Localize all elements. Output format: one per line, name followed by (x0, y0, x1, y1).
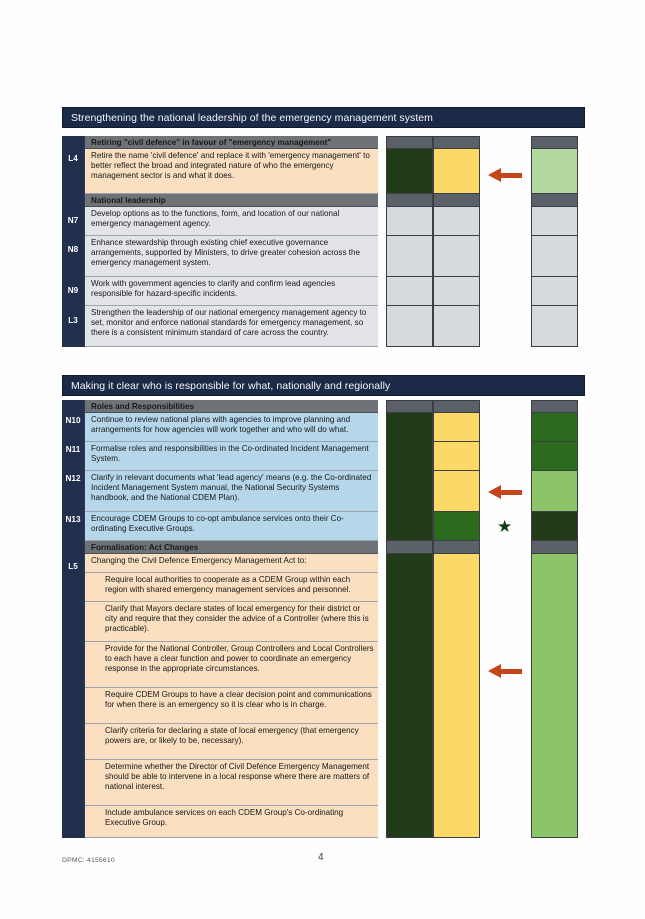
swatch-cell (387, 642, 432, 688)
swatch-cell (434, 149, 479, 194)
swatch-column-2 (433, 136, 480, 347)
left-arrow-marker (488, 168, 522, 182)
row-id-L3: L3 (68, 316, 78, 325)
swatch-cell (434, 207, 479, 236)
table-row: Include ambulance services on each CDEM Group's Co-ordinating Executive Group. (85, 806, 378, 838)
swatch-cell (532, 806, 577, 838)
swatch-cell (387, 207, 432, 236)
table-row: Clarify criteria for declaring a state of local emergency (that emergency powers are, or likely to be, necessary). (85, 724, 378, 760)
table-row: Retire the name 'civil defence' and replace it with 'emergency management' to better reflect the broad and integrated nature of who the emergency management sector is and what it does. (85, 149, 378, 194)
table-row: Retiring "civil defence" in favour of "emergency management" (85, 136, 378, 149)
section-banner-2 (62, 375, 585, 396)
table-1-swatch-group-right (531, 136, 578, 347)
row-id-L5: L5 (68, 562, 78, 571)
swatch-cell (387, 806, 432, 838)
swatch-column-3 (531, 400, 578, 838)
swatch-cell (387, 413, 432, 442)
table-row: Provide for the National Controller, Group Controllers and Local Controllers to each have a clear function and power to coordinate an emergency response in the appropriate circumstances. (85, 642, 378, 688)
table-2-text-column (84, 400, 378, 838)
swatch-cell (387, 194, 432, 207)
swatch-cell (434, 277, 479, 306)
arrow-shaft (500, 173, 522, 178)
row-id-N12: N12 (65, 474, 81, 483)
swatch-cell (387, 554, 432, 573)
swatch-cell (532, 442, 577, 471)
swatch-cell (532, 512, 577, 541)
swatch-cell (387, 400, 432, 413)
swatch-cell (387, 471, 432, 512)
table-1-id-column (62, 136, 84, 347)
section-banner-2-text: Making it clear who is responsible for what, nationally and regionally (71, 379, 391, 392)
row-id-N8: N8 (67, 245, 79, 254)
swatch-cell (434, 554, 479, 573)
swatch-cell (532, 602, 577, 642)
swatch-cell (532, 642, 577, 688)
swatch-cell (532, 136, 577, 149)
swatch-cell (387, 541, 432, 554)
swatch-cell (532, 760, 577, 806)
swatch-cell (532, 207, 577, 236)
table-row: Formalisation: Act Changes (85, 541, 378, 554)
swatch-cell (387, 512, 432, 541)
row-id-N9: N9 (67, 286, 79, 295)
swatch-cell (434, 541, 479, 554)
recommendations-table-1 (62, 136, 378, 347)
swatch-cell (532, 688, 577, 724)
footer-document-id: DPMC: 4155610 (62, 857, 115, 864)
swatch-cell (387, 442, 432, 471)
swatch-cell (532, 573, 577, 602)
table-row: Changing the Civil Defence Emergency Management Act to: (85, 554, 378, 573)
table-row: Continue to review national plans with agencies to improve planning and arrangements for how agencies will work together and who will do what. (85, 413, 378, 442)
swatch-column-1 (386, 400, 433, 838)
table-1-swatch-group-left (386, 136, 480, 347)
row-id-N11: N11 (65, 445, 81, 454)
swatch-cell (434, 806, 479, 838)
swatch-cell (434, 471, 479, 512)
swatch-cell (434, 724, 479, 760)
swatch-column-1 (386, 136, 433, 347)
row-id-N7: N7 (67, 216, 79, 225)
table-row: Work with government agencies to clarify and confirm lead agencies responsible for hazard-specific incidents. (85, 277, 378, 306)
left-arrow-marker (488, 664, 522, 678)
swatch-cell (532, 236, 577, 277)
swatch-cell (387, 760, 432, 806)
swatch-cell (532, 277, 577, 306)
swatch-column-3 (531, 136, 578, 347)
swatch-cell (532, 554, 577, 573)
swatch-cell (387, 602, 432, 642)
swatch-cell (434, 512, 479, 541)
swatch-cell (387, 306, 432, 347)
swatch-cell (434, 688, 479, 724)
swatch-cell (532, 306, 577, 347)
swatch-cell (434, 136, 479, 149)
table-row: Clarify in relevant documents what 'lead agency' means (e.g. the Co-ordinated Incident Management System manual, the National Security Systems handbook, and the National CDEM Plan). (85, 471, 378, 512)
swatch-cell (434, 306, 479, 347)
section-banner-1 (62, 107, 585, 128)
table-row: Clarify that Mayors declare states of local emergency for their district or city and require that they consider the advice of a Controller (where this is practicable). (85, 602, 378, 642)
swatch-cell (387, 236, 432, 277)
swatch-cell (434, 760, 479, 806)
left-arrow-marker (488, 485, 522, 499)
table-row: Enhance stewardship through existing chief executive governance arrangements, supported by Ministers, to drive greater cohesion across the emergency management system. (85, 236, 378, 277)
table-2-swatch-group-left (386, 400, 480, 838)
swatch-cell (532, 724, 577, 760)
swatch-cell (434, 413, 479, 442)
swatch-cell (387, 277, 432, 306)
swatch-cell (387, 724, 432, 760)
swatch-cell (387, 573, 432, 602)
swatch-cell (434, 194, 479, 207)
swatch-cell (387, 149, 432, 194)
swatch-cell (532, 413, 577, 442)
table-row: National leadership (85, 194, 378, 207)
arrow-shaft (500, 490, 522, 495)
footer-page-number: 4 (318, 852, 324, 863)
swatch-cell (434, 642, 479, 688)
swatch-cell (532, 541, 577, 554)
arrow-head (488, 168, 501, 182)
swatch-cell (434, 602, 479, 642)
swatch-column-2 (433, 400, 480, 838)
swatch-cell (387, 136, 432, 149)
swatch-cell (532, 149, 577, 194)
table-row: Encourage CDEM Groups to co-opt ambulance services onto their Co-ordinating Executive Groups. (85, 512, 378, 541)
swatch-cell (532, 471, 577, 512)
swatch-cell (532, 194, 577, 207)
row-id-N10: N10 (65, 416, 81, 425)
table-row: Strengthen the leadership of our national emergency management agency to set, monitor and enforce national standards for emergency management, so there is a consistent minimum standard of care across the country. (85, 306, 378, 347)
row-id-L4: L4 (68, 154, 78, 163)
arrow-head (488, 664, 501, 678)
table-row: Require local authorities to cooperate as a CDEM Group within each region with shared emergency management services and personnel. (85, 573, 378, 602)
table-row: Require CDEM Groups to have a clear decision point and communications for when there is an emergency so it is clear who is in charge. (85, 688, 378, 724)
swatch-cell (387, 688, 432, 724)
star-marker: ★ (497, 517, 513, 536)
swatch-cell (434, 400, 479, 413)
table-row: Formalise roles and responsibilities in the Co-ordinated Incident Management System. (85, 442, 378, 471)
table-row: Determine whether the Director of Civil Defence Emergency Management should be able to intervene in a local response where there are matters of national interest. (85, 760, 378, 806)
recommendations-table-2 (62, 400, 378, 838)
table-2-id-column (62, 400, 84, 838)
table-row: Roles and Responsibilities (85, 400, 378, 413)
swatch-cell (434, 442, 479, 471)
table-row: Develop options as to the functions, form, and location of our national emergency management agency. (85, 207, 378, 236)
row-id-N13: N13 (65, 515, 81, 524)
arrow-shaft (500, 669, 522, 674)
swatch-cell (532, 400, 577, 413)
table-2-swatch-group-right (531, 400, 578, 838)
arrow-head (488, 485, 501, 499)
section-banner-1-text: Strengthening the national leadership of the emergency management system (71, 111, 433, 124)
table-1-text-column (84, 136, 378, 347)
swatch-cell (434, 236, 479, 277)
swatch-cell (434, 573, 479, 602)
